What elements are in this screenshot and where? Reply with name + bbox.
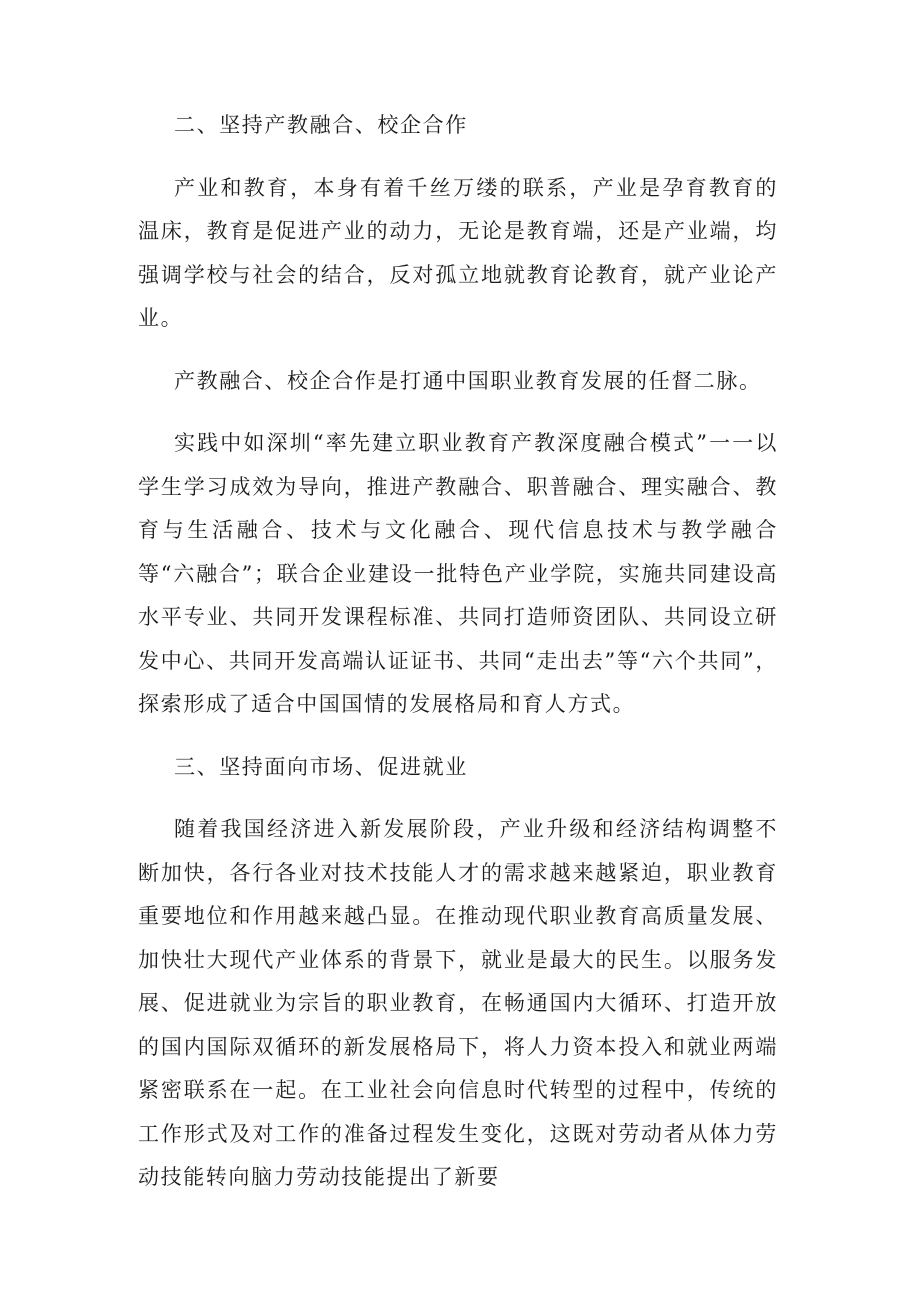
document-body	[138, 104, 778, 1219]
paragraph-integration-summary: 产教融合、校企合作是打通中国职业教育发展的任督二脉。	[174, 368, 762, 393]
paragraph-shenzhen-practice: 实践中如深圳“率先建立职业教育产教深度融合模式”一一以学生学习成效为导向，推进产教融合、职普融合、理实融合、教育与生活融合、技术与文化融合、现代信息技术与教学融合等“六融合”；联合企业建设一批特色产业学院，实施共同建设高水平专业、共同开发课程标准、共同打造师资团队、共同设立研发中心、共同开发高端认证证书、共同“走出去”等“六个共同”，探索形成了适合中国国情的发展格局和育人方式。	[138, 431, 778, 716]
paragraph-market-employment: 随着我国经济进入新发展阶段，产业升级和经济结构调整不断加快，各行各业对技术技能人才的需求越来越紧迫，职业教育重要地位和作用越来越凸显。在推动现代职业教育高质量发展、加快壮大现代产业体系的背景下，就业是最大的民生。以服务发展、促进就业为宗旨的职业教育，在畅通国内大循环、打造开放的国内国际双循环的新发展格局下，将人力资本投入和就业两端紧密联系在一起。在工业社会向信息时代转型的过程中，传统的工作形式及对工作的准备过程发生变化，这既对劳动者从体力劳动技能转向脑力劳动技能提出了新要	[138, 817, 778, 1189]
section-heading-2: 二、坚持产教融合、校企合作	[174, 113, 468, 137]
section-heading-3: 三、坚持面向市场、促进就业	[174, 754, 468, 779]
paragraph-industry-education: 产业和教育，本身有着千丝万缕的联系，产业是孕育教育的温床，教育是促进产业的动力，无论是教育端，还是产业端，均强调学校与社会的结合，反对孤立地就教育论教育，就产业论产业。	[138, 175, 778, 330]
